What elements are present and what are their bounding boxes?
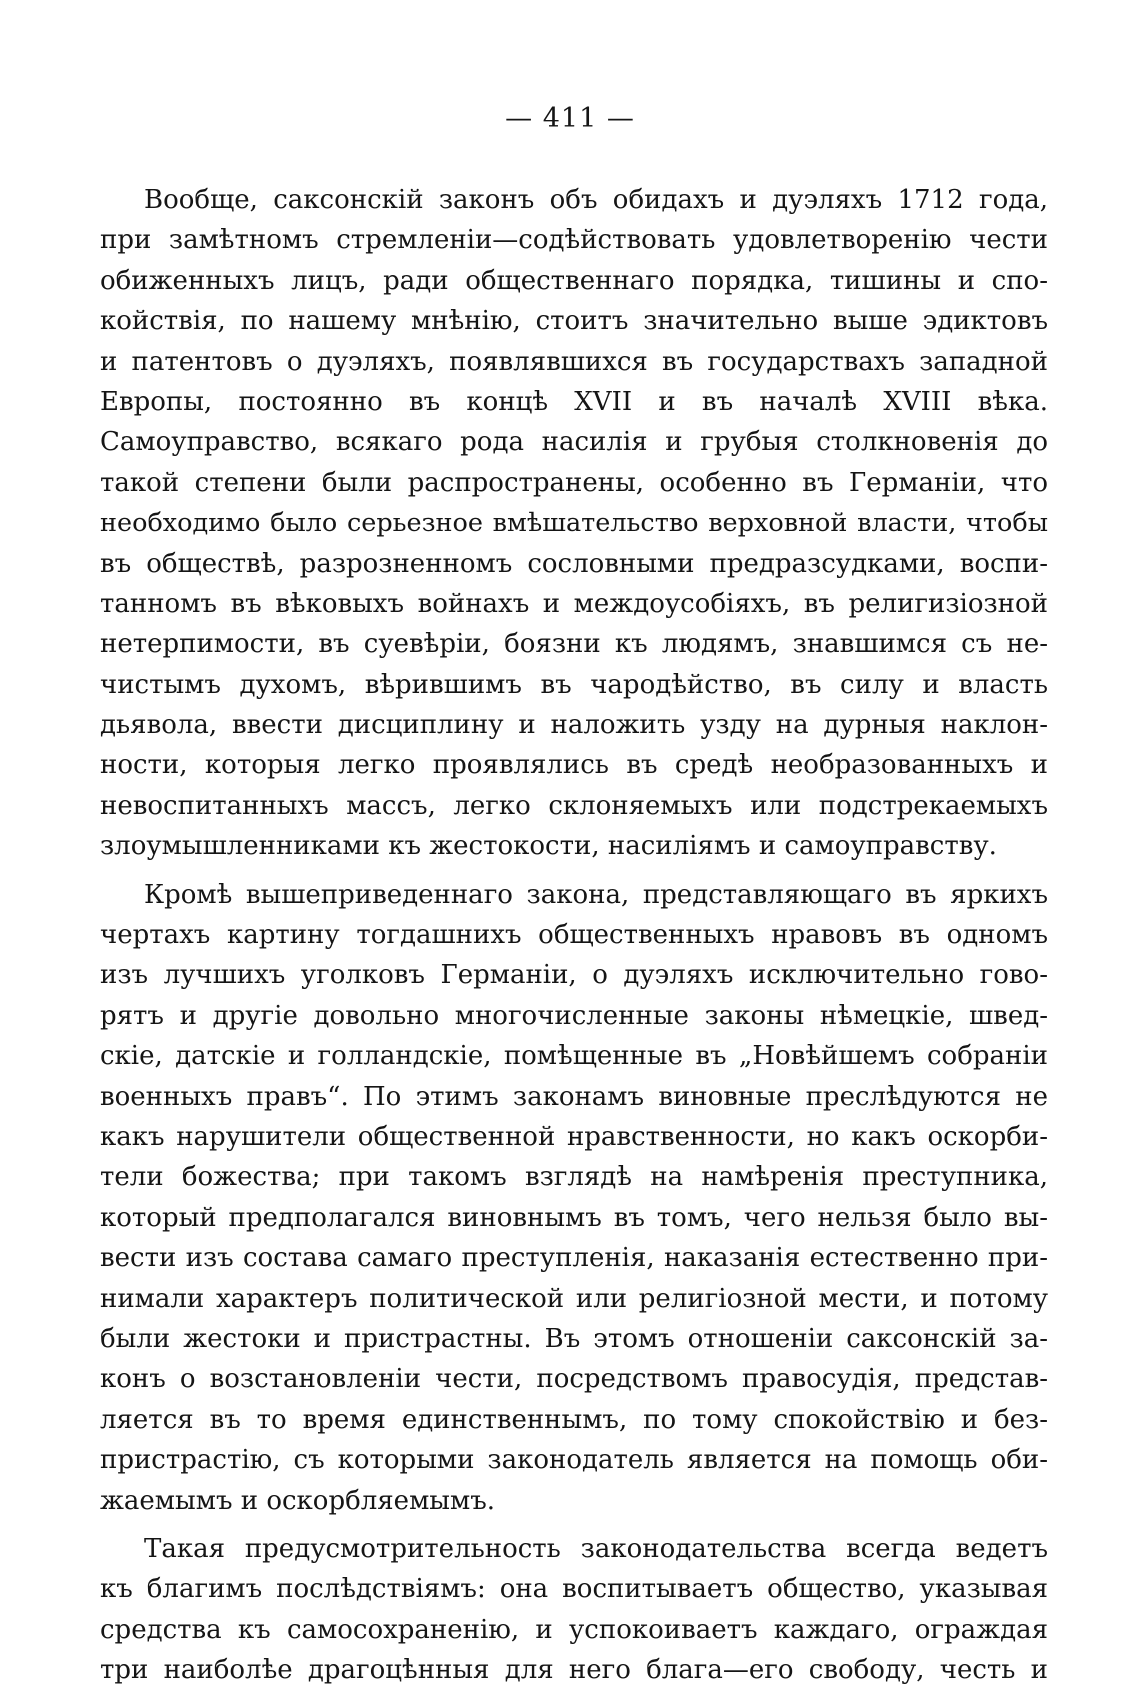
text-line: Европы, постоянно въ концѣ XVII и въ началѣ XVIII вѣка. [100,386,1048,417]
text-line: чертахъ картину тогдашнихъ общественныхъ нравовъ въ одномъ [100,920,1048,951]
text-line: невоспитанныхъ массъ, легко склоняемыхъ или подстрекаемыхъ [100,790,1048,821]
text-line: необходимо было серьезное вмѣшательство верховной власти, чтобы [100,508,1048,539]
text-line: такой степени были распространены, особенно въ Германіи, что [100,467,1048,498]
text-line: къ благимъ послѣдствіямъ: она воспитываетъ общество, указывая [100,1574,1048,1605]
text-line: танномъ въ вѣковыхъ войнахъ и междоусобіяхъ, въ религизіозной [100,588,1048,619]
text-line: пристрастію, съ которыми законодатель является на помощь оби- [100,1445,1048,1476]
text-line: Вообще, саксонскій законъ объ обидахъ и дуэляхъ 1712 года, [144,185,1048,215]
text-line: средства къ самосохраненію, и успокоиваетъ каждаго, ограждая [100,1614,1048,1645]
text-line: конъ о возстановленіи чести, посредствомъ правосудія, представ- [100,1364,1048,1395]
page-number: — 411 — [505,103,635,134]
text-line: были жестоки и пристрастны. Въ этомъ отношеніи саксонскій за- [100,1323,1048,1354]
text-line: ности, которыя легко проявлялись въ средѣ необразованныхъ и [100,750,1048,781]
text-line: Такая предусмотрительность законодательства всегда ведетъ [144,1533,1048,1564]
text-line: злоумышленниками къ жестокости, насиліямъ и самоуправству. [100,831,997,862]
text-line: койствія, по нашему мнѣнію, стоитъ значительно выше эдиктовъ [100,306,1048,337]
text-line: жаемымъ и оскорбляемымъ. [100,1485,496,1516]
text-line: рятъ и другіе довольно многочисленные законы нѣмецкіе, швед- [100,1000,1048,1031]
paragraph-1 [100,180,1048,867]
text-line: изъ лучшихъ уголковъ Германіи, о дуэляхъ исключительно гово- [100,960,1048,991]
text-line: какъ нарушители общественной нравственности, но какъ оскорби- [100,1121,1048,1152]
text-line: который предполагался виновнымъ въ томъ, чего нельзя было вы- [100,1202,1048,1233]
text-line: Самоуправство, всякаго рода насилія и грубыя столкновенія до [100,427,1048,458]
text-line: вести изъ состава самаго преступленія, наказанія естественно при- [100,1243,1048,1274]
text-line: и патентовъ о дуэляхъ, появлявшихся въ государствахъ западной [100,346,1048,377]
text-line: нетерпимости, въ суевѣріи, боязни къ людямъ, знавшимся съ не- [100,629,1048,660]
text-line: Кромѣ вышеприведеннаго закона, представляющаго въ яркихъ [144,879,1048,910]
text-line: дьявола, ввести дисциплину и наложить узду на дурныя наклон- [100,710,1048,741]
text-line: три наиболѣе драгоцѣнныя для него блага—его свободу, честь и [100,1655,1048,1686]
text-line: нимали характеръ политической или религіозной мести, и потому [100,1283,1048,1314]
text-line: военныхъ правъ“. По этимъ законамъ виновные преслѣдуются не [100,1081,1048,1112]
text-line: чистымъ духомъ, вѣрившимъ въ чародѣйство, въ силу и власть [100,669,1048,700]
text-line: въ обществѣ, разрозненномъ сословными предразсудками, воспи- [100,548,1048,579]
text-line: скіе, датскіе и голландскіе, помѣщенные въ „Новѣйшемъ собраніи [100,1041,1048,1072]
text-line: обиженныхъ лицъ, ради общественнаго порядка, тишины и спо- [100,265,1048,296]
body-text [100,180,1048,1690]
paragraph-3 [100,1529,1048,1691]
text-line: при замѣтномъ стремленіи—содѣйствовать удовлетворенію чести [100,225,1048,256]
text-line: ляется въ то время единственнымъ, по тому спокойствію и без- [100,1404,1048,1435]
paragraph-2 [100,875,1048,1521]
text-line: тели божества; при такомъ взглядѣ на намѣренія преступника, [100,1162,1048,1193]
